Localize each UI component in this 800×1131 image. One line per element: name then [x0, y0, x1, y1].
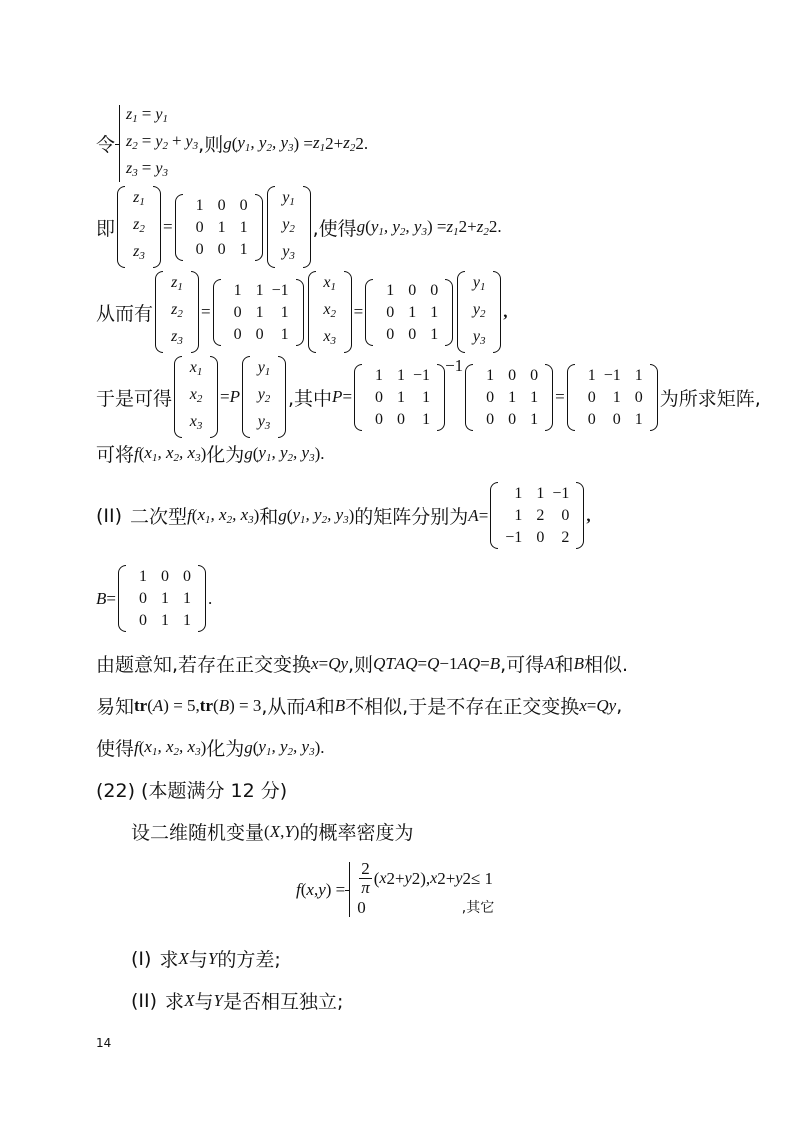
- matrix-t-cell-0-2: 0: [530, 366, 539, 384]
- matrix-t: [175, 194, 263, 261]
- matrix-form-line: 即 $z_1$ $z_2$ $z_3$ = 1 0 0 0 1 1 0 0 1 $y_1$ $y_2$ $y_3$ ,使得 g ( $y_1$, $y_2$, $y_3$ ) = $z_1$ 2 + $z_2$ 2 .: [96, 186, 502, 268]
- matrix-p-cell-2-0: 0: [587, 410, 596, 428]
- matrix-t-cell-1-2: 1: [239, 218, 248, 236]
- matrix-b-cell-2-0: 0: [138, 612, 147, 629]
- matrix-a-cell-1-1: 2: [536, 507, 545, 524]
- matrix-t-cell-1-0: 0: [195, 218, 204, 236]
- matrix-p-cell-1-2: 0: [634, 388, 643, 406]
- matrix-t-cell-1-1: 1: [217, 218, 226, 236]
- transform-line: 可将 f ( $x_1$, $x_2$, $x_3$ ) 化为 g ( $y_1$, $y_2$, $y_3$ ) .: [96, 443, 325, 466]
- matrix-t-cell-2-2: 1: [530, 410, 539, 428]
- matrix-t-cell-0-1: 0: [508, 366, 517, 384]
- matrix-t-cell-1-2: 1: [430, 303, 439, 321]
- matrix-a-cell-0-1: 1: [536, 485, 545, 502]
- matrix-a: [490, 482, 584, 549]
- question-22-heading: (22) (本题满分 12 分): [96, 780, 288, 802]
- matrix-t-cell-1-1: 1: [408, 303, 417, 321]
- matrix-q-cell-0-0: 1: [233, 281, 242, 299]
- matrix-a-cell-2-2: 2: [561, 529, 570, 546]
- matrix-q-cell-0-2: −1: [271, 281, 289, 299]
- matrix-q-cell-1-1: 1: [255, 303, 264, 321]
- matrix-b-cell-0-1: 0: [160, 568, 169, 585]
- matrix-t-cell-1-2: 1: [530, 388, 539, 406]
- matrix-q-cell-2-2: 1: [422, 410, 431, 428]
- substitution-line: 令 $z_1 = y_1$ $z_2 = y_2 + y_3$ $z_3 = y_3$ ,则 g ( $y_1$, $y_2$, $y_3$ ) = $z_1$ 2 + $z_2$ 2 .: [96, 103, 368, 184]
- vector-y-3: $y_1$ $y_2$ $y_3$: [242, 356, 286, 438]
- part-1-question: (I) 求 X 与 Y 的方差;: [131, 947, 281, 971]
- density-brace: [345, 860, 354, 919]
- matrix-q-cell-1-2: 1: [422, 388, 431, 406]
- matrix-q-cell-2-1: 0: [255, 325, 264, 343]
- matrix-p-cell-0-1: −1: [603, 366, 621, 384]
- matrix-q-cell-1-1: 1: [397, 388, 406, 406]
- result-line: 于是可得 $x_1$ $x_2$ $x_3$ = P $y_1$ $y_2$ $y_3$ ,其中 P = 1 1 −1 0 1 1 0 0 1 −1 1 0 0 0 1 1 0 0 1 = 1 −1 1 0 1 0 0 0 1 为所求矩阵,: [96, 356, 761, 438]
- matrix-b-cell-2-2: 1: [182, 612, 191, 629]
- matrix-q-cell-2-2: 1: [280, 325, 289, 343]
- vector-x-2: $x_1$ $x_2$ $x_3$: [174, 356, 218, 438]
- matrix-p-cell-1-1: 1: [612, 388, 621, 406]
- matrix-t-cell-0-2: 0: [239, 196, 248, 214]
- page-number: 14: [96, 1036, 112, 1050]
- matrix-t-3: [465, 364, 553, 431]
- matrix-t-cell-0-0: 1: [195, 196, 204, 214]
- matrix-b-line: B = 1 0 0 0 1 1 0 1 1 .: [96, 565, 212, 632]
- matrix-t-cell-2-1: 0: [217, 240, 226, 258]
- matrix-b-cell-0-0: 1: [138, 568, 147, 585]
- matrix-q: [213, 279, 304, 346]
- vector-z-2: $z_1$ $z_2$ $z_3$: [155, 271, 199, 353]
- matrix-q-cell-1-0: 0: [233, 303, 242, 321]
- matrix-q-cell-0-1: 1: [255, 281, 264, 299]
- matrix-q-cell-1-2: 1: [280, 303, 289, 321]
- matrix-a-cell-0-2: −1: [552, 485, 570, 502]
- conclusion-line: 使得 f ( $x_1$, $x_2$, $x_3$ ) 化为 g ( $y_1$, $y_2$, $y_3$ ) .: [96, 737, 325, 760]
- matrix-q-cell-0-1: 1: [397, 366, 406, 384]
- matrix-t-cell-0-2: 0: [430, 281, 439, 299]
- vector-x: $x_1$ $x_2$ $x_3$: [308, 271, 352, 353]
- matrix-q-cell-2-0: 0: [375, 410, 384, 428]
- orthogonal-line: 由题意知,若存在正交变换 x = Qy ,则 Q T AQ = Q −1 AQ = B ,可得 A 和 B 相似.: [96, 653, 628, 676]
- vector-z: $z_1$ $z_2$ $z_3$: [117, 186, 161, 268]
- matrix-t-cell-2-2: 1: [430, 325, 439, 343]
- matrix-t-cell-0-1: 0: [217, 196, 226, 214]
- left-brace: [115, 103, 123, 184]
- matrix-q-cell-0-2: −1: [413, 366, 431, 384]
- text-ling: 令: [96, 134, 116, 156]
- matrix-p-cell-2-2: 1: [634, 410, 643, 428]
- matrix-t-cell-2-1: 0: [408, 325, 417, 343]
- density-function: f ( x , y ) = $\frac{2}{\pi}$ ( x 2 + y 2 ), x 2 + y 2 ≤ 1 0 ,其它: [296, 859, 495, 917]
- matrix-a-cell-2-1: 0: [536, 529, 545, 546]
- matrix-b-cell-1-0: 0: [138, 590, 147, 607]
- matrix-t-cell-2-0: 0: [195, 240, 204, 258]
- matrix-q-cell-0-0: 1: [375, 366, 384, 384]
- matrix-t-cell-2-1: 0: [508, 410, 517, 428]
- matrix-a-cell-1-2: 0: [561, 507, 570, 524]
- matrix-p-cell-1-0: 0: [587, 388, 596, 406]
- matrix-t-cell-2-0: 0: [386, 325, 395, 343]
- matrix-p-cell-2-1: 0: [612, 410, 621, 428]
- matrix-b-cell-0-2: 0: [182, 568, 191, 585]
- chain-line: 从而有 $z_1$ $z_2$ $z_3$ = 1 1 −1 0 1 1 0 0 1 $x_1$ $x_2$ $x_3$ = 1 0 0 0 1 1 0 0 1 $y_1$ $y_2$ $y_3$ ,: [96, 271, 507, 353]
- matrix-p-cell-0-2: 1: [634, 366, 643, 384]
- question-22-intro: 设二维随机变量 ( X , Y ) 的概率密度为: [131, 821, 414, 844]
- matrix-t-cell-0-1: 0: [408, 281, 417, 299]
- matrix-t-cell-2-2: 1: [239, 240, 248, 258]
- matrix-t-cell-2-0: 0: [486, 410, 495, 428]
- matrix-p-cell-0-0: 1: [587, 366, 596, 384]
- matrix-t-cell-0-0: 1: [386, 281, 395, 299]
- matrix-t-cell-1-0: 0: [486, 388, 495, 406]
- matrix-a-cell-2-0: −1: [505, 529, 523, 546]
- part2-matrix-line: (II) 二次型 f ( $x_1$, $x_2$, $x_3$ ) 和 g ( $y_1$, $y_2$, $y_3$ ) 的矩阵分别为 A = 1 1 −1 1 2 0 −1 0 2 ,: [96, 482, 591, 549]
- vector-y: $y_1$ $y_2$ $y_3$: [267, 186, 311, 268]
- matrix-p: [567, 364, 658, 431]
- matrix-b: [118, 565, 206, 632]
- matrix-b-cell-1-1: 1: [160, 590, 169, 607]
- substitution-system: $z_1 = y_1$ $z_2 = y_2 + y_3$ $z_3 = y_3$: [115, 103, 198, 184]
- matrix-a-cell-0-0: 1: [514, 485, 523, 502]
- matrix-a-cell-1-0: 1: [514, 507, 523, 524]
- trace-line: 易知 tr ( A ) = 5, tr ( B ) = 3 ,从而 A 和 B 不相似,于是不存在正交变换 x = Qy ,: [96, 694, 623, 718]
- matrix-t-cell-0-0: 1: [486, 366, 495, 384]
- matrix-q-cell-1-0: 0: [375, 388, 384, 406]
- matrix-t-cell-1-1: 1: [508, 388, 517, 406]
- matrix-t-2: [365, 279, 453, 346]
- vector-y-2: $y_1$ $y_2$ $y_3$: [457, 271, 501, 353]
- matrix-q-cell-2-0: 0: [233, 325, 242, 343]
- part-2-question: (II) 求 X 与 Y 是否相互独立;: [131, 989, 344, 1013]
- matrix-b-cell-2-1: 1: [160, 612, 169, 629]
- matrix-q-inverse: [354, 364, 445, 431]
- matrix-b-cell-1-2: 1: [182, 590, 191, 607]
- matrix-q-cell-2-1: 0: [397, 410, 406, 428]
- matrix-t-cell-1-0: 0: [386, 303, 395, 321]
